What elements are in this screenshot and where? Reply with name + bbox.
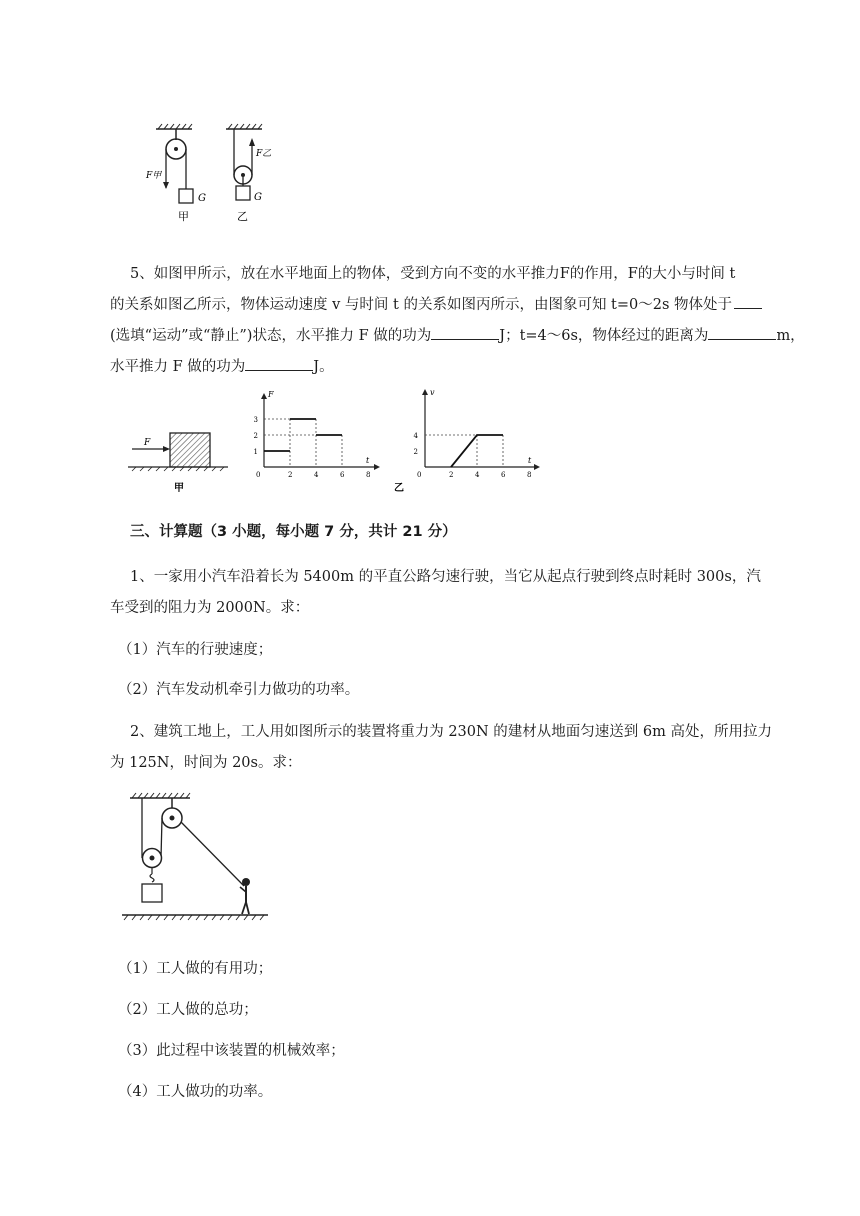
q5-line4a: 水平推力 F 做的功为 — [110, 359, 246, 375]
q5-line4b: J。 — [313, 359, 334, 375]
v-tick-2: 2 — [413, 448, 418, 456]
q5-line3c: m， — [776, 328, 805, 344]
v-tick-4: 4 — [413, 432, 418, 440]
ft-tick-4: 4 — [314, 471, 319, 479]
f-tick-1: 1 — [253, 448, 258, 456]
f-tick-3: 3 — [253, 416, 258, 424]
section-heading: 三、计算题（3 小题，每小题 7 分，共计 21 分） — [130, 524, 457, 540]
c1-line1: 1、一家用小汽车沿着长为 5400m 的平直公路匀速行驶，当它从起点行驶到终点时耗时 300s，汽 — [130, 569, 761, 585]
f-axis-label: F — [268, 390, 274, 399]
c2-line1: 2、建筑工地上，工人用如图所示的装置将重力为 230N 的建材从地面匀速送到 6m 高处，所用拉力 — [130, 724, 772, 740]
v-axis-label: v — [430, 388, 435, 397]
graph-jia-caption: 甲 — [174, 483, 184, 494]
c2-sub1: （1）工人做的有用功； — [118, 961, 273, 977]
t-axis-label-v: t — [528, 456, 532, 465]
ft-tick-2: 2 — [288, 471, 293, 479]
vt-tick-2: 2 — [449, 471, 454, 479]
ft-tick-6: 6 — [340, 471, 345, 479]
vt-tick-8: 8 — [527, 471, 532, 479]
c2-sub3: （3）此过程中该装置的机械效率； — [118, 1043, 345, 1059]
q5-line2 — [110, 293, 762, 314]
answer-blank-1[interactable] — [734, 294, 762, 309]
c1-line2: 车受到的阻力为 2000N。求： — [110, 600, 310, 616]
c2-sub2: （2）工人做的总功； — [118, 1002, 258, 1018]
jia-caption: 甲 — [178, 210, 189, 223]
graph-yi-caption: 乙 — [394, 483, 404, 494]
f-tick-2: 2 — [253, 432, 258, 440]
c1-sub1: （1）汽车的行驶速度； — [118, 642, 273, 658]
q5-line1: 5、如图甲所示，放在水平地面上的物体，受到方向不变的水平推力F的作用，F的大小与时间 t — [130, 266, 736, 282]
ft-tick-0: 0 — [256, 471, 261, 479]
vt-tick-4: 4 — [475, 471, 480, 479]
t-axis-label-f: t — [366, 456, 370, 465]
f-jia-label: F甲 — [146, 171, 162, 181]
q5-line2-text: 的关系如图乙所示，物体运动速度 v 与时间 t 的关系如图丙所示，由图象可知 t=0～2s 物体处于 — [110, 297, 733, 313]
g-label-yi: G — [254, 192, 262, 203]
vt-tick-0: 0 — [417, 471, 422, 479]
answer-blank-4[interactable] — [245, 356, 313, 371]
q5-line4 — [110, 355, 334, 376]
answer-blank-2[interactable] — [431, 325, 499, 340]
force-speed-graphs — [128, 385, 548, 497]
c2-line2: 为 125N，时间为 20s。求： — [110, 755, 302, 771]
answer-blank-3[interactable] — [708, 325, 776, 340]
push-f-label: F — [144, 438, 151, 448]
c1-sub2: （2）汽车发动机牵引力做功的功率。 — [118, 682, 360, 698]
v-t-graph — [414, 388, 540, 479]
q5-line3a: (选填“运动”或“静止”)状态，水平推力 F 做的功为 — [110, 328, 432, 344]
f-yi-label: F乙 — [256, 149, 272, 159]
q5-line3b: J；t=4～6s，物体经过的距离为 — [499, 328, 709, 344]
g-label-jia: G — [198, 193, 206, 204]
c2-sub4: （4）工人做功的功率。 — [118, 1084, 273, 1100]
yi-caption: 乙 — [237, 210, 248, 223]
vt-tick-6: 6 — [501, 471, 506, 479]
q5-line3 — [110, 324, 805, 345]
ft-tick-8: 8 — [366, 471, 371, 479]
construction-pulley-figure — [118, 788, 278, 930]
pulley-figure — [140, 120, 300, 230]
f-t-graph — [254, 390, 380, 479]
